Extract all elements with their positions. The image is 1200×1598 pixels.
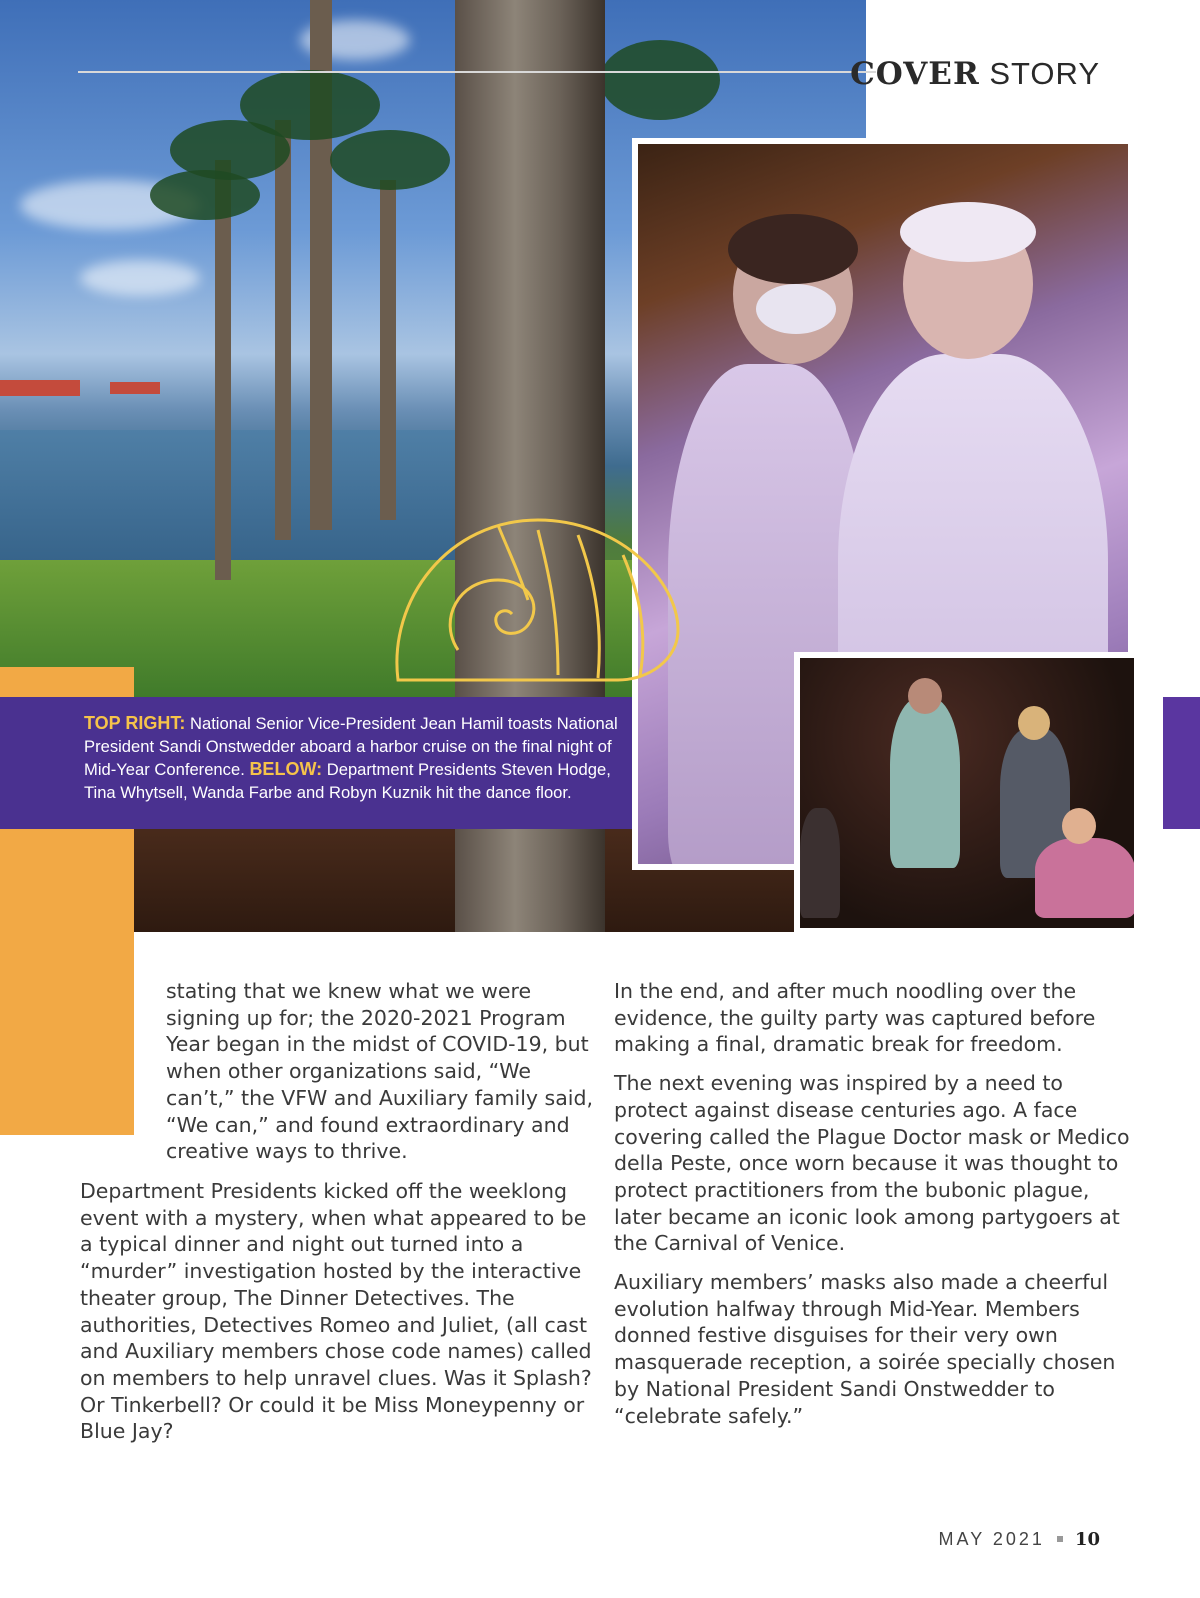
page-footer [939, 1529, 1100, 1550]
body-paragraph: Auxiliary members’ masks also made a cheerful evolution halfway through Mid-Year. Members donned festive disguises for their very own masquerade reception, a soirée specially chosen by National President Sandi Onstwedder to “celebrate safely.” [614, 1270, 1116, 1428]
body-paragraph: Department Presidents kicked off the weeklong event with a mystery, when what appeared to be a typical dinner and night out turned into a “murder” investigation hosted by the interactive theater group, The Dinner Detectives. The authorities, Detectives Romeo and Juliet, (all cast and Auxiliary members chose code names) called on members to help unravel clues. Was it Splash? Or Tinkerbell? Or could it be Miss Moneypenny or Blue Jay? [80, 1179, 592, 1444]
header-rule [78, 71, 876, 73]
photo-dance-floor-image [800, 658, 1134, 928]
caption-label-below: BELOW: [249, 759, 323, 779]
caption-text-top: National Senior Vice-President Jean Hamil toasts National President Sandi Onstwedder aboard a harbor cruise on the final night of Mid-Year Conference. [84, 714, 618, 779]
caption-text-below: Department Presidents Steven Hodge, Tina Whytsell, Wanda Farbe and Robyn Kuznik hit the dance floor. [84, 760, 611, 802]
footer-separator [1057, 1536, 1063, 1542]
caption-label-top: TOP RIGHT: [84, 713, 186, 733]
seashell-illustration [378, 510, 698, 690]
photo-caption [84, 712, 634, 804]
page-number: 10 [1074, 1529, 1100, 1550]
body-left-indented [166, 978, 596, 1177]
section-tag-bold: COVER [850, 56, 980, 92]
body-left-column [80, 1178, 600, 1457]
body-paragraph: stating that we knew what we were signing up for; the 2020-2021 Program Year began in the midst of COVID-19, but when other organizations said, “We can’t,” the VFW and Auxiliary family said, “We can,” and found extraordinary and creative ways to thrive. [166, 979, 594, 1164]
section-tag-light: STORY [989, 56, 1100, 91]
body-paragraph: The next evening was inspired by a need to protect against disease centuries ago. A face covering called the Plague Doctor mask or Medico della Peste, once worn because it was thought to protect practitioners from the bubonic plague, later became an iconic look among partygoers at the Carnival of Venice. [614, 1071, 1130, 1256]
issue-date: MAY 2021 [938, 1529, 1045, 1549]
body-paragraph: In the end, and after much noodling over the evidence, the guilty party was captured before making a final, dramatic break for freedom. [614, 979, 1096, 1057]
section-tag [850, 56, 1100, 92]
photo-dance-floor [794, 652, 1140, 934]
body-right-column [614, 978, 1134, 1441]
purple-accent-tab [1163, 697, 1200, 829]
